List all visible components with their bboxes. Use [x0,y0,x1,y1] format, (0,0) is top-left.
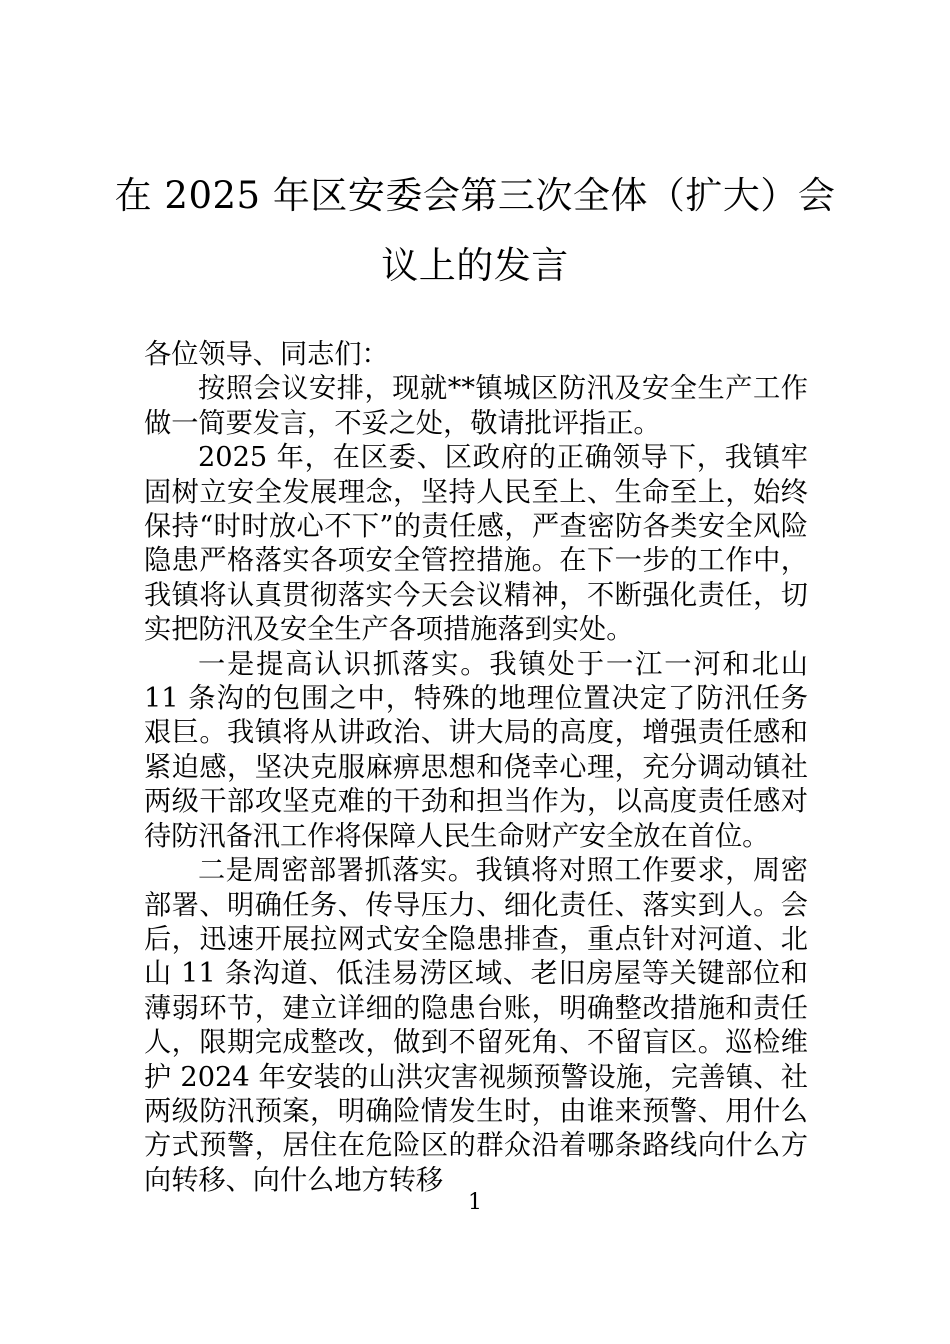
document-body [144,338,808,1198]
salutation: 各位领导、同志们： [144,339,389,370]
page-number: 1 [468,1190,482,1215]
paragraph: 按照会议安排，现就**镇城区防汛及安全生产工作做一简要发言，不妥之处，敬请批评指正。 [144,373,808,439]
paragraph: 一是提高认识抓落实。我镇处于一江一河和北山 11 条沟的包围之中，特殊的地理位置决定了防汛任务艰巨。我镇将从讲政治、讲大局的高度，增强责任感和紧迫感，坚决克服麻痹思想和侥幸心理，充分调动镇社两级干部攻坚克难的干劲和担当作为，以高度责任感对待防汛备汛工作将保障人民生命财产安全放在首位。 [144,648,808,852]
paragraph: 二是周密部署抓落实。我镇将对照工作要求，周密部署、明确任务、传导压力、细化责任、落实到人。会后，迅速开展拉网式安全隐患排查，重点针对河道、北山 11 条沟道、低洼易涝区域、老旧房屋等关键部位和薄弱环节，建立详细的隐患台账，明确整改措施和责任人，限期完成整改，做到不留死角、不留盲区。巡检维护 2024 年安装的山洪灾害视频预警设施，完善镇、社两级防汛预案，明确险情发生时，由谁来预警、用什么方式预警，居住在危险区的群众沿着哪条路线向什么方向转移、向什么地方转移 [144,855,808,1196]
document-title-line-1: 在 2025 年区安委会第三次全体（扩大）会 [114,174,836,217]
document-title-line-2: 议上的发言 [381,244,569,287]
paragraph: 2025 年，在区委、区政府的正确领导下，我镇牢固树立安全发展理念，坚持人民至上、生命至上，始终保持“时时放心不下”的责任感，严查密防各类安全风险隐患严格落实各项安全管控措施。在下一步的工作中，我镇将认真贯彻落实今天会议精神，不断强化责任，切实把防汛及安全生产各项措施落到实处。 [144,442,808,646]
